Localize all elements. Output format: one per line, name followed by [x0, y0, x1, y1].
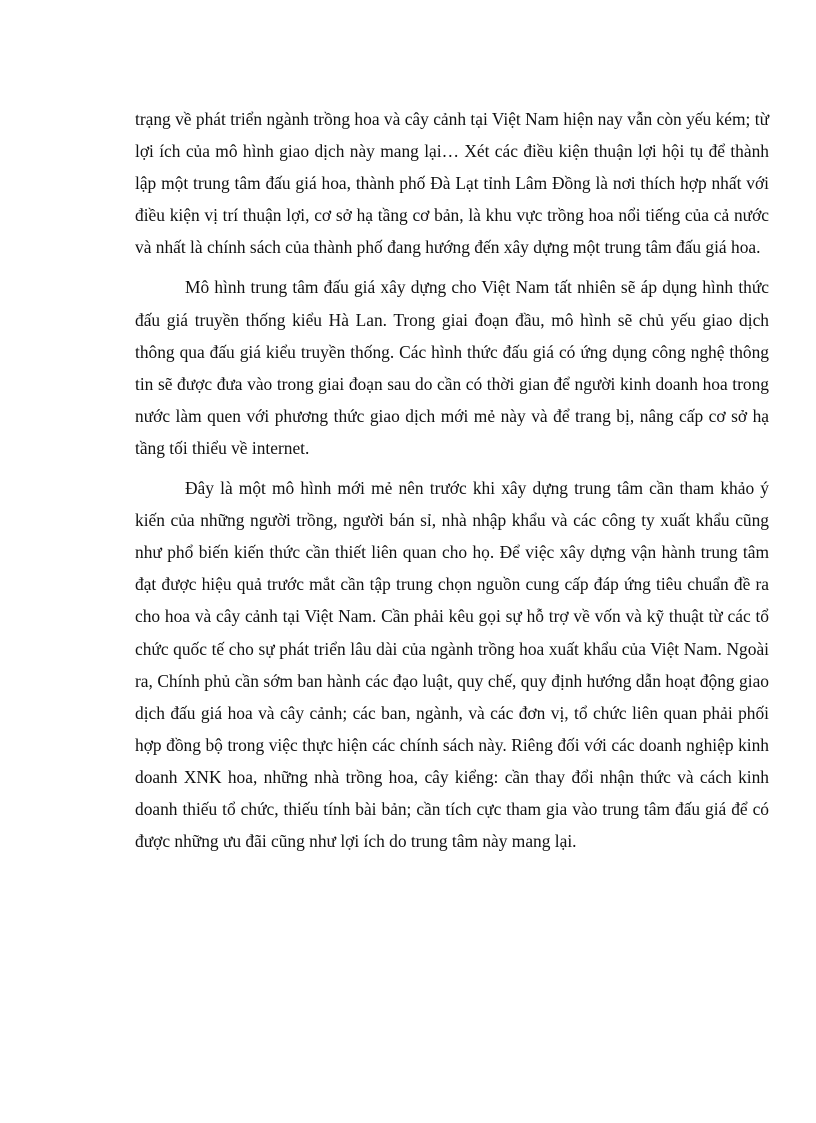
paragraph-3: Đây là một mô hình mới mẻ nên trước khi xây dựng trung tâm cần tham khảo ý kiến của những người trồng, người bán sỉ, nhà nhập khẩu và các công ty xuất khẩu cũng như phổ biến kiến thức cần thiết liên quan cho họ. Để việc xây dựng vận hành trung tâm đạt được hiệu quả trước mắt cần tập trung chọn nguồn cung cấp đáp ứng tiêu chuẩn đề ra cho hoa và cây cảnh tại Việt Nam. Cần phải kêu gọi sự hỗ trợ về vốn và kỹ thuật từ các tổ chức quốc tế cho sự phát triển lâu dài của ngành trồng hoa xuất khẩu của Việt Nam. Ngoài ra, Chính phủ cần sớm ban hành các đạo luật, quy chế, quy định hướng dẫn hoạt động giao dịch đấu giá hoa và cây cảnh; các ban, ngành, và các đơn vị, tổ chức liên quan phải phối hợp đồng bộ trong việc thực hiện các chính sách này. Riêng đối với các doanh nghiệp kinh doanh XNK hoa, những nhà trồng hoa, cây kiểng: cần thay đổi nhận thức và cách kinh doanh thiếu tổ chức, thiếu tính bài bản; cần tích cực tham gia vào trung tâm đấu giá để có được những ưu đãi cũng như lợi ích do trung tâm này mang lại. [135, 478, 769, 852]
paragraph-1: trạng về phát triển ngành trồng hoa và cây cảnh tại Việt Nam hiện nay vẫn còn yếu kém; từ lợi ích của mô hình giao dịch này mang lại… Xét các điều kiện thuận lợi hội tụ để thành lập một trung tâm đấu giá hoa, thành phố Đà Lạt tỉnh Lâm Đồng là nơi thích hợp nhất với điều kiện vị trí thuận lợi, cơ sở hạ tầng cơ bản, là khu vực trồng hoa nổi tiếng của cả nước và nhất là chính sách của thành phố đang hướng đến xây dựng một trung tâm đấu giá hoa. [135, 109, 769, 258]
paragraph-2: Mô hình trung tâm đấu giá xây dựng cho Việt Nam tất nhiên sẽ áp dụng hình thức đấu giá truyền thống kiểu Hà Lan. Trong giai đoạn đầu, mô hình sẽ chủ yếu giao dịch thông qua đấu giá kiểu truyền thống. Các hình thức đấu giá có ứng dụng công nghệ thông tin sẽ được đưa vào trong giai đoạn sau do cần có thời gian để người kinh doanh hoa trong nước làm quen với phương thức giao dịch mới mẻ này và để trang bị, nâng cấp cơ sở hạ tầng tối thiểu về internet. [135, 277, 769, 458]
document-body [135, 103, 769, 865]
